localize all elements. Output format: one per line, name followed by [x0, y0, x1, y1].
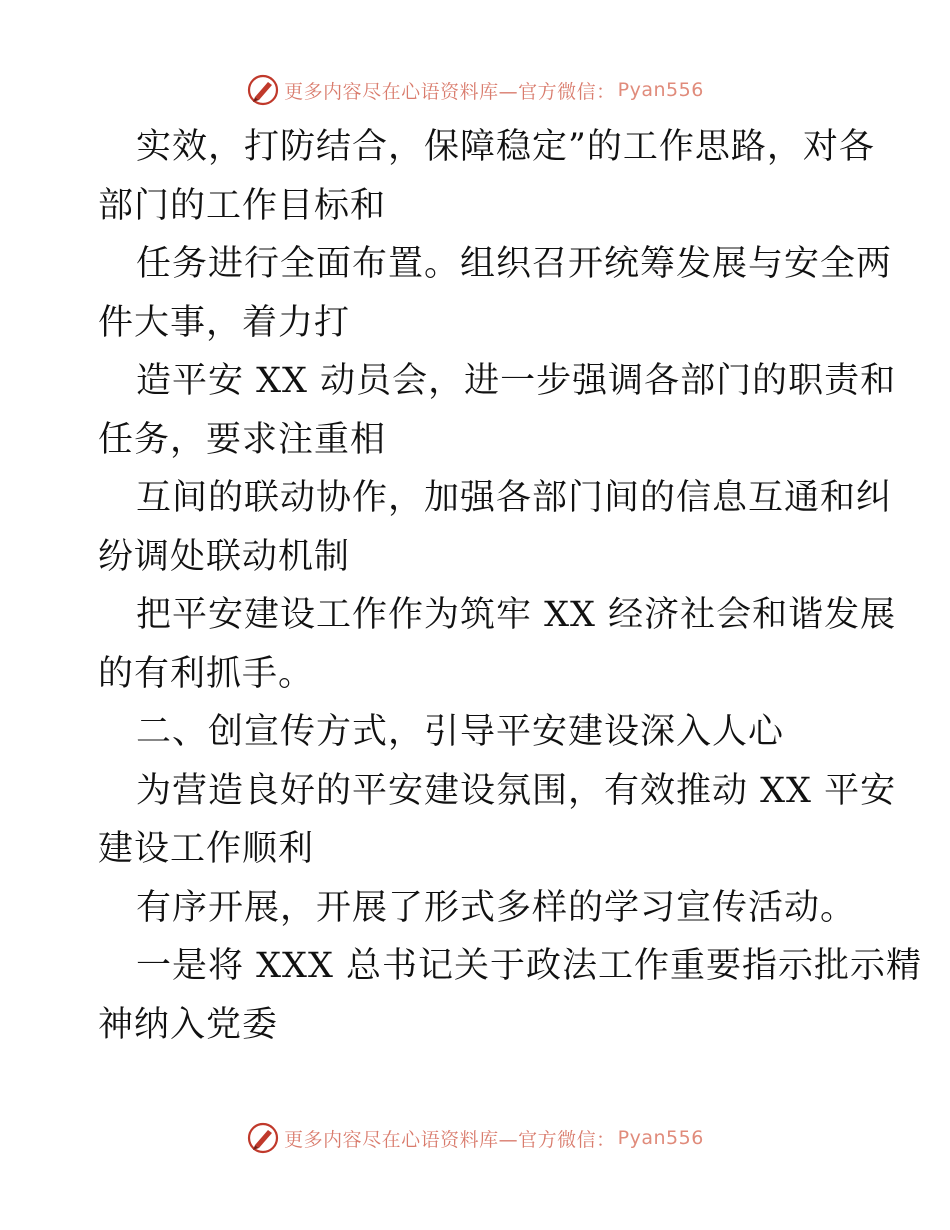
footer-watermark: [0, 1118, 950, 1158]
text-line: 部门的工作目标和: [98, 185, 387, 226]
text-line: 为营造良好的平安建设氛围，有效推动 XX 平安: [136, 770, 897, 811]
watermark-handle: Pyan556: [617, 79, 704, 101]
text-line: 建设工作顺利: [98, 829, 315, 869]
text-line: 任务进行全面布置。组织召开统筹发展与安全两: [136, 244, 893, 284]
watermark-handle: Pyan556: [617, 1127, 704, 1149]
text-line: 的有利抓手。: [98, 653, 315, 694]
header-watermark: [0, 70, 950, 110]
text-line: 件大事，着力打: [98, 302, 351, 343]
pen-logo-icon: [246, 1121, 280, 1155]
watermark-text: 更多内容尽在心语资料库—官方微信：: [284, 1128, 616, 1151]
text-line: 造平安 XX 动员会，进一步强调各部门的职责和: [136, 361, 897, 401]
document-body: [98, 118, 923, 1054]
watermark-text: 更多内容尽在心语资料库—官方微信：: [284, 80, 616, 103]
text-line: 任务，要求注重相: [98, 419, 387, 460]
text-line: 神纳入党委: [98, 1004, 279, 1045]
text-line: 互间的联动协作，加强各部门间的信息互通和纠: [136, 478, 893, 518]
pen-logo-icon: [246, 73, 280, 107]
text-line: 一是将 XXX 总书记关于政法工作重要指示批示精: [136, 946, 923, 986]
text-line: 纷调处联动机制: [98, 536, 351, 577]
text-line: 有序开展，开展了形式多样的学习宣传活动。: [136, 887, 857, 928]
section-heading: 二、创宣传方式，引导平安建设深入人心: [136, 712, 785, 752]
text-line: 把平安建设工作作为筑牢 XX 经济社会和谐发展: [136, 595, 897, 635]
text-line: 实效，打防结合，保障稳定”的工作思路，对各: [136, 127, 875, 167]
